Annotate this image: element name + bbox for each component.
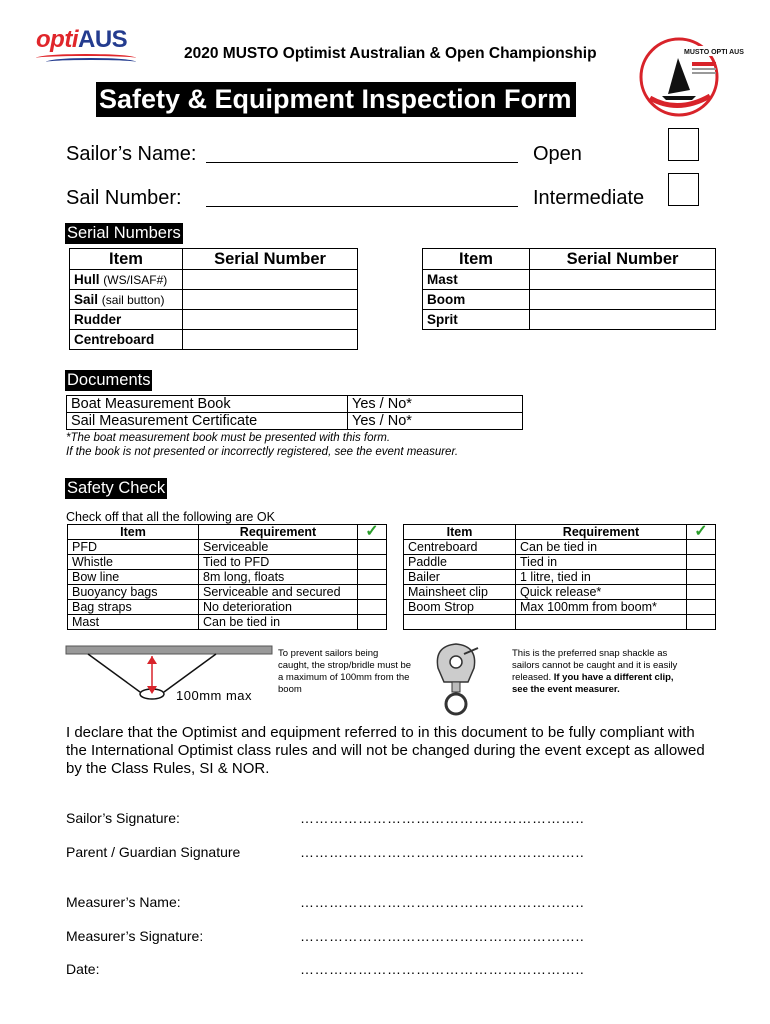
serial-input[interactable] — [530, 290, 716, 310]
row-item: Mast — [68, 615, 199, 630]
documents-note-2: If the book is not presented or incorrectly registered, see the event measurer. — [66, 446, 459, 458]
serial-input[interactable] — [183, 290, 358, 310]
documents-heading: Documents — [67, 371, 151, 389]
row-req: Quick release* — [516, 585, 687, 600]
row-item: Mainsheet clip — [404, 585, 516, 600]
serial-table-left — [69, 248, 358, 350]
table-row — [68, 555, 387, 570]
row-req — [516, 615, 687, 630]
measurer-signature-label: Measurer’s Signature: — [66, 928, 204, 944]
serial-input[interactable] — [183, 330, 358, 350]
row-item: Mast — [423, 270, 530, 290]
row-item: Sail — [74, 292, 99, 307]
row-note: (sail button) — [101, 293, 165, 307]
documents-note-1: *The boat measurement book must be presented with this form. — [66, 432, 391, 444]
serial-input[interactable] — [530, 270, 716, 290]
check-cell[interactable] — [358, 570, 387, 585]
row-req: Can be tied in — [516, 540, 687, 555]
check-cell[interactable] — [687, 570, 716, 585]
check-cell[interactable] — [687, 600, 716, 615]
parent-signature-field[interactable]: ………………………………………………….. — [300, 844, 585, 860]
open-label: Open — [533, 143, 582, 165]
row-item: Hull — [74, 272, 100, 287]
row-req: Serviceable and secured — [199, 585, 358, 600]
shackle-note-bold: If you have a different clip, see the event measurer. — [512, 672, 674, 695]
shackle-note-text: This is the preferred snap shackle as sailors cannot be caught and it is easily released. — [512, 648, 678, 683]
intermediate-label: Intermediate — [533, 187, 645, 209]
date-label: Date: — [66, 961, 100, 977]
measurer-name-label: Measurer’s Name: — [66, 894, 181, 910]
serial-numbers-heading: Serial Numbers — [67, 224, 181, 242]
row-req: Can be tied in — [199, 615, 358, 630]
row-req: Serviceable — [199, 540, 358, 555]
check-cell[interactable] — [687, 540, 716, 555]
col-item-header: Item — [404, 525, 516, 540]
row-item: Bailer — [404, 570, 516, 585]
table-row — [404, 570, 716, 585]
documents-table — [66, 395, 523, 430]
table-row — [68, 600, 387, 615]
measurer-signature-field[interactable]: ………………………………………………….. — [300, 928, 585, 944]
col-serial-header: Serial Number — [530, 249, 716, 270]
table-row — [404, 555, 716, 570]
shackle-note — [512, 648, 682, 696]
row-item: Centreboard — [70, 330, 183, 350]
table-row — [423, 270, 716, 290]
row-item: Boom Strop — [404, 600, 516, 615]
check-cell[interactable] — [358, 555, 387, 570]
table-row — [404, 540, 716, 555]
safety-table-left — [67, 524, 387, 630]
logo-swoosh2-icon — [46, 58, 136, 66]
intermediate-checkbox[interactable] — [668, 173, 699, 206]
row-item: Rudder — [70, 310, 183, 330]
row-note: (WS/ISAF#) — [103, 273, 168, 287]
strop-note: To prevent sailors being caught, the strop/bridle must be a maximum of 100mm from the boom — [278, 648, 412, 695]
check-cell[interactable] — [358, 585, 387, 600]
doc-item: Boat Measurement Book — [67, 396, 348, 413]
sailor-name-field[interactable] — [206, 162, 518, 163]
row-item: Boom — [423, 290, 530, 310]
table-row — [70, 330, 358, 350]
row-req: No deterioration — [199, 600, 358, 615]
table-row — [423, 310, 716, 330]
table-row — [67, 396, 523, 413]
table-row — [70, 270, 358, 290]
check-cell[interactable] — [358, 600, 387, 615]
championship-badge-logo — [638, 36, 744, 118]
open-checkbox[interactable] — [668, 128, 699, 161]
table-row — [70, 310, 358, 330]
row-item: PFD — [68, 540, 199, 555]
col-req-header: Requirement — [199, 525, 358, 540]
serial-input[interactable] — [530, 310, 716, 330]
safety-table-right — [403, 524, 716, 630]
measure-label: 100mm max — [176, 688, 253, 703]
table-row — [68, 585, 387, 600]
row-item: Buoyancy bags — [68, 585, 199, 600]
check-icon: ✓ — [687, 525, 716, 540]
sail-number-label: Sail Number: — [66, 187, 182, 209]
table-row — [404, 600, 716, 615]
sailor-name-label: Sailor’s Name: — [66, 143, 197, 165]
row-item — [404, 615, 516, 630]
badge-text: MUSTO OPTI AUS — [684, 49, 744, 56]
table-row — [68, 540, 387, 555]
parent-signature-label: Parent / Guardian Signature — [66, 844, 241, 860]
measurer-name-field[interactable]: ………………………………………………….. — [300, 894, 585, 910]
table-row — [68, 570, 387, 585]
logo-aus-text: AUS — [77, 26, 128, 53]
doc-value[interactable]: Yes / No* — [348, 396, 523, 413]
safety-instruction: Check off that all the following are OK — [66, 510, 275, 524]
row-item: Bow line — [68, 570, 199, 585]
table-row — [70, 290, 358, 310]
championship-title: 2020 MUSTO Optimist Australian & Open Championship — [184, 45, 597, 62]
row-req: 8m long, floats — [199, 570, 358, 585]
date-field[interactable]: ………………………………………………….. — [300, 961, 585, 977]
snap-shackle-icon — [424, 638, 488, 718]
row-item: Bag straps — [68, 600, 199, 615]
col-serial-header: Serial Number — [183, 249, 358, 270]
check-icon: ✓ — [358, 525, 387, 540]
serial-input[interactable] — [183, 310, 358, 330]
form-title: Safety & Equipment Inspection Form — [96, 82, 576, 117]
row-item: Centreboard — [404, 540, 516, 555]
logo-opti-text: opti — [36, 26, 78, 53]
doc-value[interactable]: Yes / No* — [348, 413, 523, 430]
declaration-text: I declare that the Optimist and equipment referred to in this document to be fully compliant with the International Optimist class rules and will not be changed during the event except as allowed by the Class Rules, SI & NOR. — [66, 724, 705, 777]
check-cell[interactable] — [358, 540, 387, 555]
table-row — [68, 615, 387, 630]
check-cell[interactable] — [687, 585, 716, 600]
sail-number-field[interactable] — [206, 206, 518, 207]
col-item-header: Item — [68, 525, 199, 540]
row-item: Sprit — [423, 310, 530, 330]
row-req: 1 litre, tied in — [516, 570, 687, 585]
sailor-signature-label: Sailor’s Signature: — [66, 810, 180, 826]
doc-item: Sail Measurement Certificate — [67, 413, 348, 430]
table-row — [423, 290, 716, 310]
check-cell[interactable] — [687, 615, 716, 630]
row-req: Max 100mm from boom* — [516, 600, 687, 615]
check-cell[interactable] — [358, 615, 387, 630]
col-item-header: Item — [70, 249, 183, 270]
col-item-header: Item — [423, 249, 530, 270]
serial-input[interactable] — [183, 270, 358, 290]
check-cell[interactable] — [687, 555, 716, 570]
row-item: Paddle — [404, 555, 516, 570]
table-row — [404, 585, 716, 600]
serial-table-right — [422, 248, 716, 330]
table-row — [404, 615, 716, 630]
col-req-header: Requirement — [516, 525, 687, 540]
table-row — [67, 413, 523, 430]
optiaus-logo — [36, 26, 127, 54]
safety-check-heading: Safety Check — [67, 479, 166, 497]
row-req: Tied in — [516, 555, 687, 570]
row-item: Whistle — [68, 555, 199, 570]
sailor-signature-field[interactable]: ………………………………………………….. — [300, 810, 585, 826]
row-req: Tied to PFD — [199, 555, 358, 570]
